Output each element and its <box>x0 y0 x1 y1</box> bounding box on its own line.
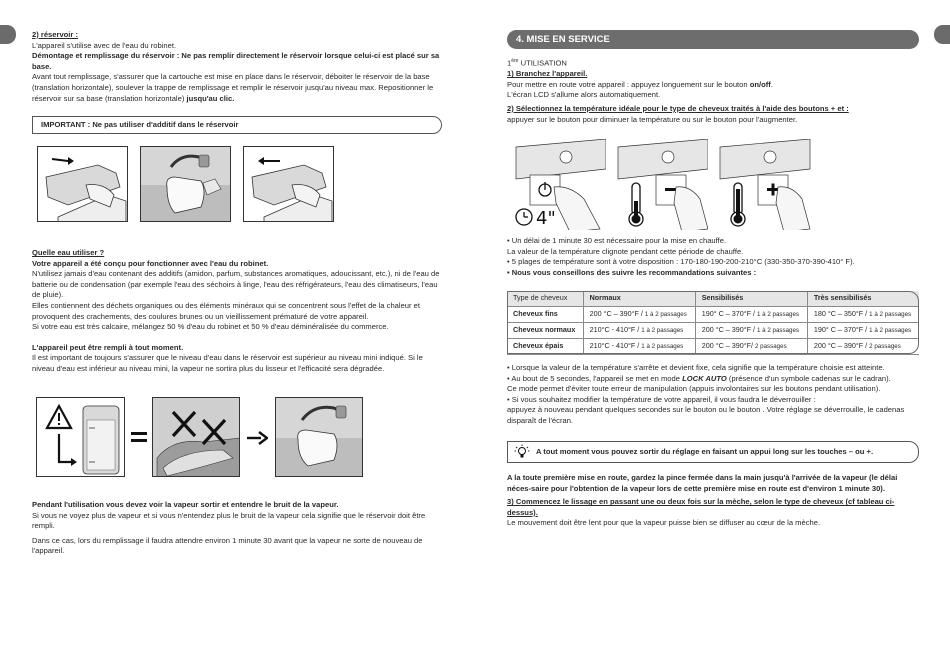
table-cell <box>583 323 695 339</box>
illustration-minus-button <box>615 138 709 231</box>
steam-section <box>32 500 442 557</box>
cell-passes: 1 à 2 passages <box>757 310 799 318</box>
illustration-fill-tap <box>140 146 231 222</box>
cell-temp: 190° C – 370°F / <box>701 308 758 318</box>
first-use-label: UTILISATION <box>518 58 567 68</box>
step2-text-1: appuyer sur le bouton pour diminuer la température ou sur le bouton pour l'augmenter. <box>507 114 798 124</box>
note-1: • Un délai de 1 minute 30 est nécessaire pour la mise en chauffe. <box>507 236 727 245</box>
water-title: Quelle eau utiliser ? <box>32 248 105 257</box>
table-row <box>507 307 919 323</box>
section-header: 4. MISE EN SERVICE <box>507 30 919 49</box>
illustration-plus-button <box>717 138 812 231</box>
step1-text-1c: . <box>770 79 773 89</box>
cell-passes: 1 à 2 passages <box>641 342 684 350</box>
fill-title: L'appareil peut être rempli à tout moment. <box>32 342 184 352</box>
table-row <box>507 339 919 355</box>
first-use-title <box>507 56 919 69</box>
table-cell <box>583 339 695 355</box>
water-section <box>32 248 442 375</box>
table-cell <box>807 339 919 355</box>
table-cell <box>583 307 695 323</box>
tip-box <box>507 441 919 463</box>
lock-notes <box>507 363 919 427</box>
cell-temp: 180 °C – 350°F / <box>813 308 870 318</box>
reservoir-section <box>32 30 442 104</box>
steam-title: Pendant l'utilisation vous devez voir la vapeur sortir et entendre le bruit de la vapeur. <box>32 500 339 509</box>
advice-text: • Nous vous conseillons des suivre les recommandations suivantes : <box>507 267 757 277</box>
illustration-refill <box>275 397 363 477</box>
cell-temp: 190° C – 370°F / <box>813 324 870 334</box>
note-3: • 5 plages de température sont à votre disposition : 170-180-190-200-210°C (330-350-370-390-410° F). <box>507 257 855 267</box>
cell-temp: 210°C - 410°F / <box>589 324 642 334</box>
table-header-row <box>507 291 919 307</box>
reservoir-text-3b: jusqu'au clic. <box>186 93 235 103</box>
fill-text-1: Il est important de toujours s'assurer que le niveau d'eau dans le réservoir est supérieur au niveau mini indiqué. Si le niveau d'eau est inférieur au niveau mini, la vapeur ne sortira plus du lisseur et l'efficacité sera dégradée. <box>32 353 423 373</box>
steam-text-1: Si vous ne voyez plus de vapeur et si vous n'entendez plus le bruit de la vapeur cela signifie que le réservoir doit être rempli. <box>32 510 426 531</box>
cell-passes: 1 à 2 passages <box>757 326 799 334</box>
table-header-cell: Type de cheveux <box>507 291 583 307</box>
reservoir-title: 2) réservoir : <box>32 30 79 39</box>
cell-passes: 1 à 2 passages <box>644 310 687 318</box>
important-notice: IMPORTANT : Ne pas utiliser d'additif dans le réservoir <box>32 116 442 134</box>
table-cell <box>807 307 919 323</box>
table-cell <box>695 307 807 323</box>
lock-auto-label: LOCK AUTO <box>682 373 727 383</box>
lock-note-4: • Si vous souhaitez modifier la température de votre appareil, il vous faudra le déverrouiller : <box>507 394 816 404</box>
cell-passes: 1 à 2 passages <box>641 326 684 334</box>
first-use-sup: ère <box>511 58 519 64</box>
step3-title: 3) Commencez le lissage en passant une ou deux fois sur la mèche, selon le type de cheveux (cf tableau ci-dessus). <box>507 497 895 517</box>
heating-notes <box>507 236 919 278</box>
step1-text-2: L'écran LCD s'allume alors automatiquement. <box>507 90 661 100</box>
cell-passes: 1 à 2 passages <box>869 310 912 318</box>
cell-passes: 2 passages <box>869 342 901 350</box>
equals-icon <box>130 430 148 444</box>
cell-passes: 2 passages <box>755 342 787 350</box>
tip-text: A tout moment vous pouvez sortir du réglage en faisant un appui long sur les touches – ou +. <box>536 447 874 456</box>
water-text-2: Elles contiennent des déchets organiques ou des éléments minéraux qui se concentrent sous l'effet de la chaleur et provoquent des crachements, des coulures brunes ou un vieillissement prématuré de votre appareil. <box>32 300 420 321</box>
final-section <box>507 473 919 529</box>
lock-note-2c: (présence d'un symbole cadenas sur le cadran). <box>726 373 891 383</box>
reservoir-text-1: L'appareil s'utilise avec de l'eau du robinet. <box>32 40 177 50</box>
table-cell: Cheveux normaux <box>507 323 583 339</box>
table-cell <box>695 323 807 339</box>
page-tab-left <box>0 25 16 44</box>
step1-title: 1) Branchez l'appareil. <box>507 69 588 79</box>
illustration-remove-tank <box>37 146 128 222</box>
cell-passes: 1 à 2 passages <box>869 326 912 334</box>
water-text-1: N'utilisez jamais d'eau contenant des additifs (amidon, parfum, substances aromatiques, adoucissant, etc.), ni de l'eau de batterie ou de condensation (par exemple l'eau des séchoirs à linge, l'eau des réfrigérateurs, l'eau des climatiseurs, l'eau de pluie). <box>32 269 440 300</box>
reservoir-text-3 <box>32 72 442 104</box>
reservoir-text-2: Démontage et remplissage du réservoir : Ne pas remplir directement le réservoir lorsque celui-ci est placé sur sa base. <box>32 51 440 71</box>
lock-note-3: Ce mode permet d'éviter toute erreur de manipulation (appuis involontaires sur les boutons pendant utilisation). <box>507 384 881 394</box>
lock-note-5: appuyez à nouveau pendant quelques secondes sur le bouton ou le bouton . Votre réglage se déverrouille, le cadenas disparaît de l'écran. <box>507 405 905 425</box>
illustration-power-button <box>513 138 607 231</box>
table-header-cell: Sensibilisés <box>695 291 807 307</box>
table-cell: Cheveux épais <box>507 339 583 355</box>
cell-temp: 200 °C – 390°F / <box>589 308 645 318</box>
arrow-icon <box>246 430 268 446</box>
note-2: La valeur de la température clignote pendant cette période de chauffe. <box>507 246 744 256</box>
lock-note-1: • Lorsque la valeur de la température s'arrête et devient fixe, cela signifie que la température choisie est atteinte. <box>507 363 885 372</box>
steam-text-2: Dans ce cas, lors du remplissage il faudra attendre environ 1 minute 30 avant que la vapeur ne sorte de nouveau de l'appareil. <box>32 535 423 556</box>
temperature-table <box>507 291 919 355</box>
cell-temp: 200 °C – 390°F / <box>701 324 758 334</box>
step2-title: 2) Sélectionnez la température idéale pour le type de cheveux traités à l'aide des boutons + et : <box>507 103 849 113</box>
table-cell <box>695 339 807 355</box>
illustration-tank-level <box>36 397 125 477</box>
step1-text-1a: Pour mettre en route votre appareil : appuyez longuement sur le bouton <box>507 79 750 89</box>
illustration-no-steam <box>152 397 240 477</box>
table-cell: Cheveux fins <box>507 307 583 323</box>
table-cell <box>807 323 919 339</box>
reservoir-text-3a: Avant tout remplissage, s'assurer que la cartouche est mise en place dans le réservoir, déboiter le réservoir de la base (translation horizontale), soulever la trappe de remplissage et remplir le réservoir jusqu'au niveau max. Repositionner le réservoir sur sa base (translation horizontale) <box>32 72 434 103</box>
first-use-num: 1 <box>507 58 512 68</box>
step1-onoff: on/off <box>749 79 771 89</box>
final-bold: A la toute première mise en route, gardez la pince fermée dans la main jusqu'à l'arrivée de la vapeur (le délai néces-saire pour l'obtention de la vapeur lors de cette première mise en route est d'environ 1 minute 30). <box>507 473 898 493</box>
cell-temp: 200 °C – 390°F / <box>813 340 870 350</box>
table-row <box>507 323 919 339</box>
step1-text-1 <box>507 80 919 91</box>
water-text-3: Si votre eau est très calcaire, mélangez 50 % d'eau du robinet et 50 % d'eau déminéralisée du commerce. <box>32 322 389 332</box>
page-tab-right <box>934 25 950 44</box>
table-header-cell: Très sensibilisés <box>807 291 919 307</box>
lock-note-2a: • Au bout de 5 secondes, l'appareil se met en mode <box>507 373 683 383</box>
cell-temp: 210°C - 410°F / <box>589 340 642 350</box>
illustration-replace-tank <box>243 146 334 222</box>
lock-note-2 <box>507 374 919 385</box>
table-header-cell: Normaux <box>583 291 695 307</box>
lightbulb-icon <box>514 444 530 460</box>
water-bold: Votre appareil a été conçu pour fonctionner avec l'eau du robinet. <box>32 258 269 268</box>
first-use-section <box>507 56 919 125</box>
cell-temp: 200 °C – 390°F/ <box>701 340 756 350</box>
step3-text-1: Le mouvement doit être lent pour que la vapeur puisse bien se diffuser au cœur de la mèche. <box>507 518 821 528</box>
timer-value: 4" <box>536 208 556 229</box>
